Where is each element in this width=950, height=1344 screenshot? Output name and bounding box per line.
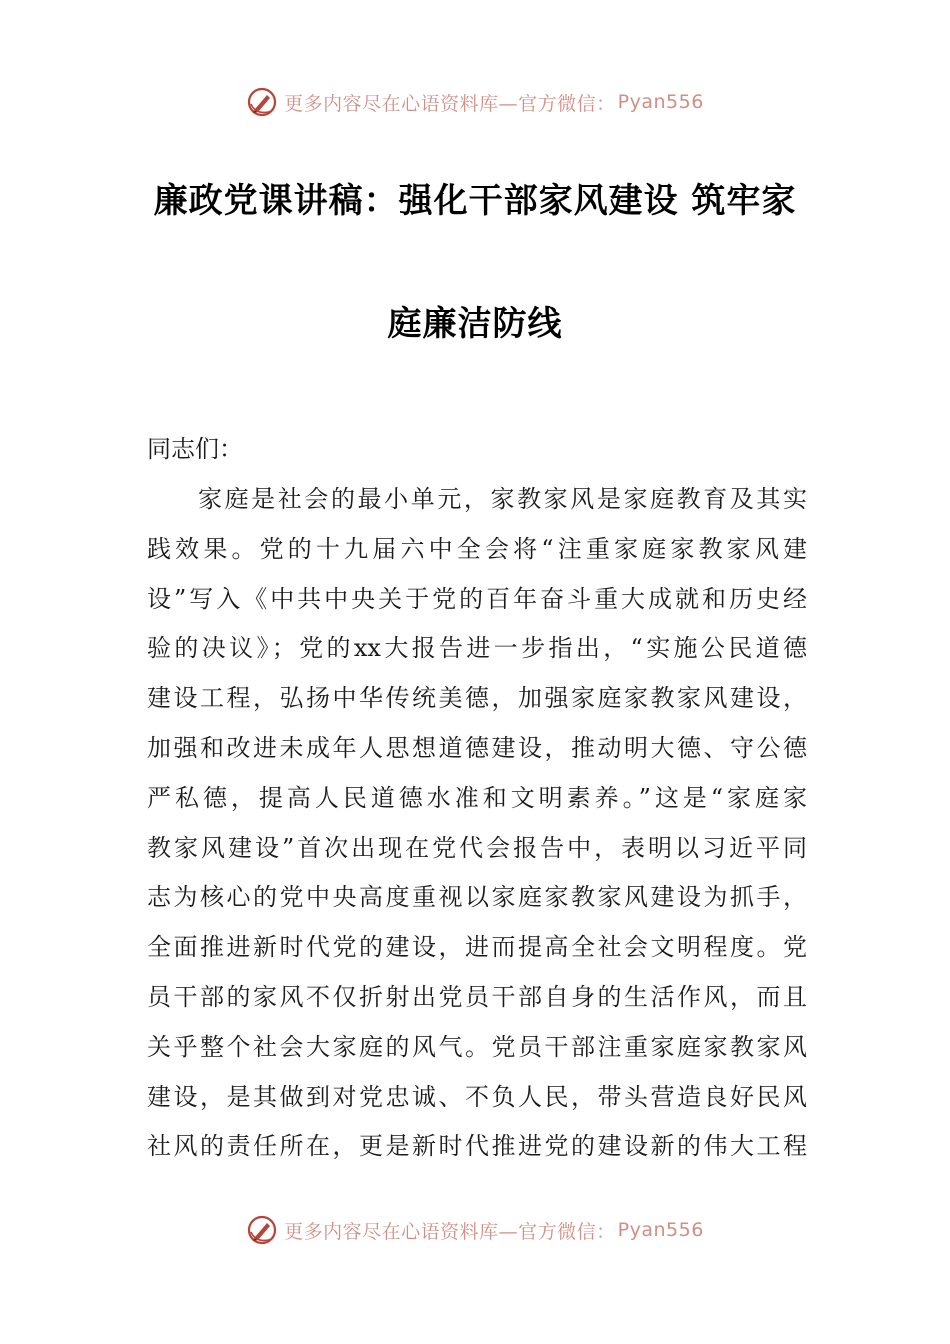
paragraph-line: 建设，是其做到对党忠诚、不负人民，带头营造良好民风 — [147, 1082, 807, 1111]
paragraph-line: 志为核心的党中央高度重视以家庭家教家风建设为抓手， — [147, 883, 807, 912]
paragraph-line: 家庭是社会的最小单元，家教家风是家庭教育及其实 — [198, 485, 807, 513]
watermark-wechat-id: Pyan556 — [617, 91, 704, 113]
watermark-text: 更多内容尽在心语资料库—官方微信： — [284, 92, 616, 115]
paragraph-line: 教家风建设”首次出现在党代会报告中，表明以习近平同 — [147, 833, 807, 862]
paragraph-line: 践效果。党的十九届六中全会将“注重家庭家教家风建 — [147, 534, 807, 563]
footer-watermark — [0, 1213, 950, 1247]
pen-circle-logo-icon — [246, 86, 278, 118]
watermark-wechat-id: Pyan556 — [617, 1219, 704, 1241]
paragraph-line: 建设工程，弘扬中华传统美德，加强家庭家教家风建设， — [147, 684, 807, 713]
greeting: 同志们： — [147, 435, 243, 463]
body-paragraph — [147, 481, 807, 1178]
watermark-text: 更多内容尽在心语资料库—官方微信： — [284, 1220, 616, 1243]
paragraph-line: 验的决议》；党的xx大报告进一步指出，“实施公民道德 — [147, 634, 807, 663]
paragraph-line: 严私德，提高人民道德水准和文明素养。”这是“家庭家 — [147, 783, 807, 812]
paragraph-line: 全面推进新时代党的建设，进而提高全社会文明程度。党 — [147, 933, 807, 962]
paragraph-line: 设”写入《中共中央关于党的百年奋斗重大成就和历史经 — [147, 584, 807, 613]
document-title-line-1: 廉政党课讲稿：强化干部家风建设 筑牢家 — [153, 181, 797, 221]
pen-circle-logo-icon — [246, 1214, 278, 1246]
header-watermark — [0, 85, 950, 119]
paragraph-line: 加强和改进未成年人思想道德建设，推动明大德、守公德 — [147, 733, 807, 762]
paragraph-line: 关乎整个社会大家庭的风气。党员干部注重家庭家教家风 — [147, 1032, 807, 1061]
document-title-line-2: 庭廉洁防线 — [387, 304, 563, 344]
paragraph-line: 员干部的家风不仅折射出党员干部自身的生活作风，而且 — [147, 982, 807, 1011]
paragraph-line: 社风的责任所在，更是新时代推进党的建设新的伟大工程 — [147, 1132, 807, 1161]
